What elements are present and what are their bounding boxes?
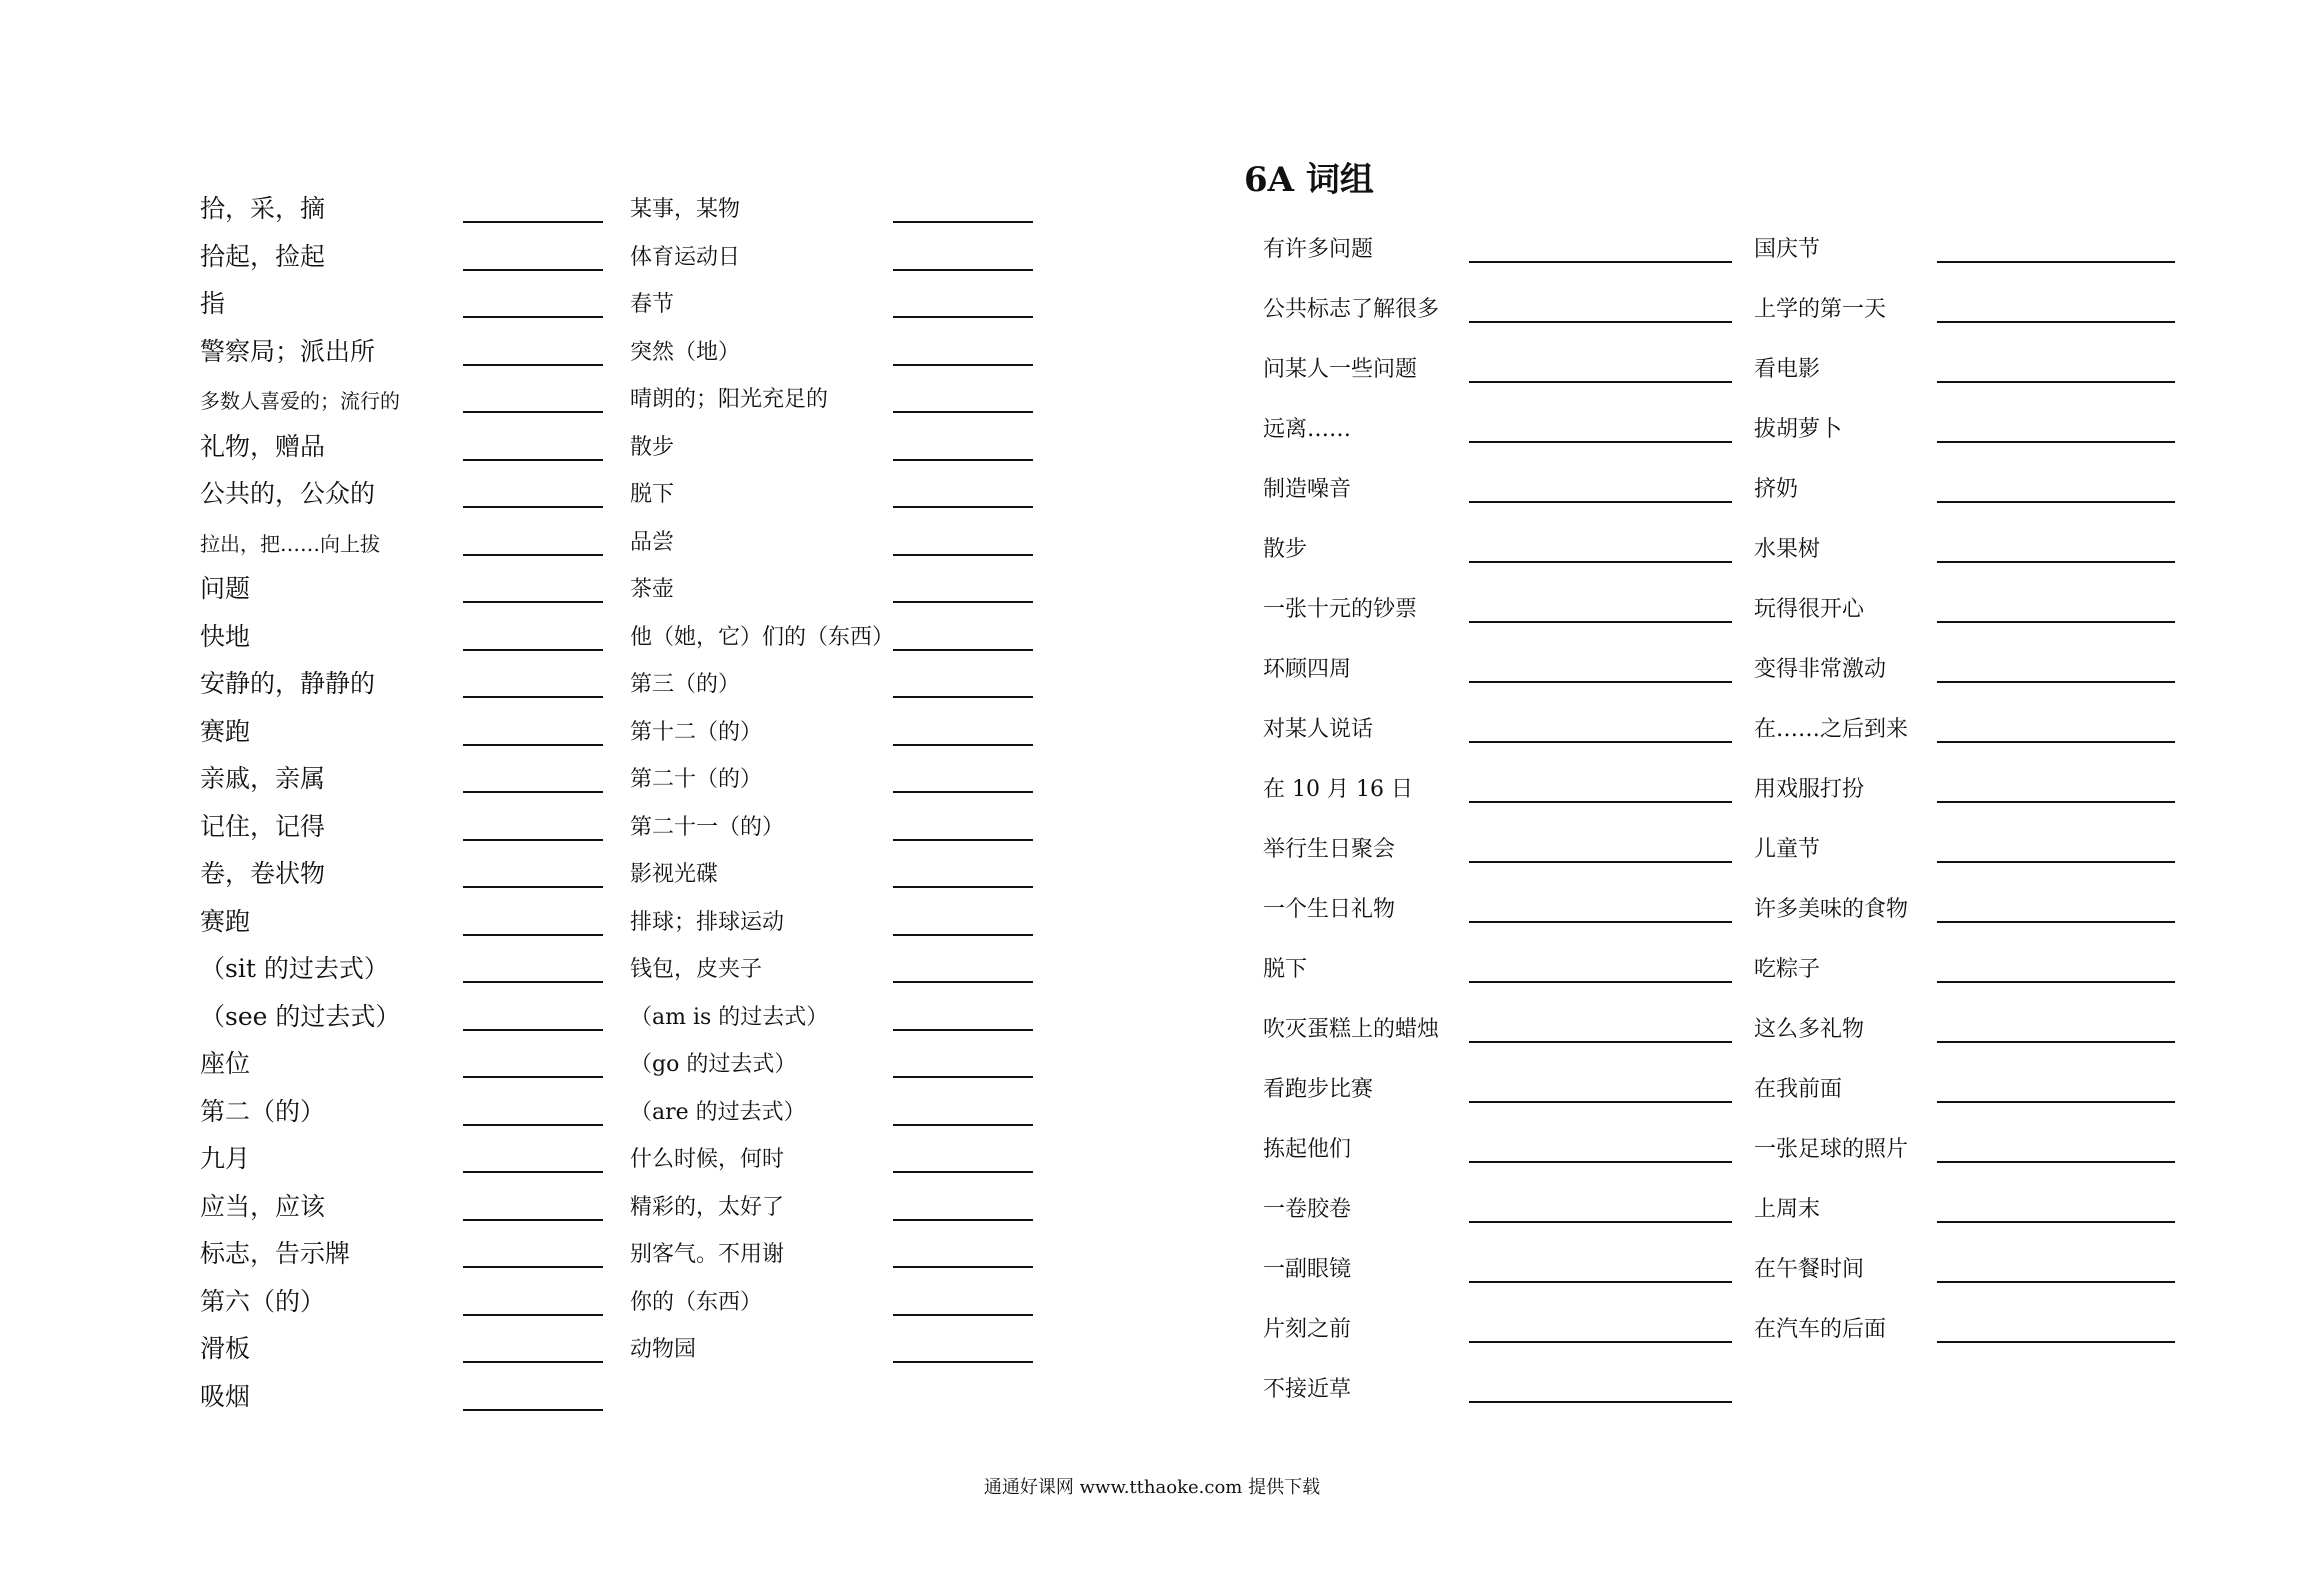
answer-blank[interactable]: [1469, 861, 1732, 863]
entry-label: 拉出，把……向上拔: [200, 531, 380, 556]
answer-blank[interactable]: [463, 744, 603, 746]
entry-row: [630, 241, 1033, 271]
entry-row: [630, 1286, 1033, 1316]
entry-label: 这么多礼物: [1754, 1017, 1865, 1042]
entry-row: [1263, 1013, 1732, 1043]
entry-label: （see 的过去式）: [200, 1001, 401, 1031]
entry-row: [1263, 1373, 1732, 1403]
entry-label: 排球；排球运动: [630, 909, 785, 935]
answer-blank[interactable]: [1937, 321, 2175, 323]
answer-blank[interactable]: [1469, 981, 1732, 983]
entry-row: [200, 763, 603, 793]
entry-row: [200, 716, 603, 746]
entry-label: 一个生日礼物: [1263, 897, 1396, 922]
answer-blank[interactable]: [1937, 981, 2175, 983]
entry-row: [1263, 893, 1732, 923]
entry-row: [200, 906, 603, 936]
answer-blank[interactable]: [1469, 1101, 1732, 1103]
answer-blank[interactable]: [1469, 261, 1732, 263]
answer-blank[interactable]: [1469, 1401, 1732, 1403]
answer-blank[interactable]: [893, 744, 1033, 746]
entry-row: [630, 383, 1033, 413]
entry-label: 影视光碟: [630, 862, 719, 887]
answer-blank[interactable]: [463, 696, 603, 698]
entry-row: [630, 526, 1033, 556]
answer-blank[interactable]: [1469, 441, 1732, 443]
answer-blank[interactable]: [1937, 741, 2175, 743]
entry-row: [200, 478, 603, 508]
entry-row: [630, 1143, 1033, 1173]
entry-row: [630, 193, 1033, 223]
answer-blank[interactable]: [1937, 1161, 2175, 1163]
answer-blank[interactable]: [893, 839, 1033, 841]
entry-row: [1263, 533, 1732, 563]
entry-label: 第二十一（的）: [630, 814, 785, 840]
entry-row: [200, 1333, 603, 1363]
entry-label: 一张十元的钞票: [1263, 597, 1418, 622]
entry-label: 远离……: [1263, 417, 1352, 442]
entry-label: 第十二（的）: [630, 719, 763, 745]
answer-blank[interactable]: [463, 649, 603, 651]
answer-blank[interactable]: [463, 886, 603, 888]
entry-label: 记住，记得: [200, 811, 326, 841]
entry-label: 玩得很开心: [1754, 597, 1865, 622]
entry-label: 滑板: [200, 1334, 251, 1363]
answer-blank[interactable]: [1469, 501, 1732, 503]
answer-blank[interactable]: [463, 1076, 603, 1078]
answer-blank[interactable]: [893, 601, 1033, 603]
entry-label: 上学的第一天: [1754, 297, 1887, 322]
answer-blank[interactable]: [893, 1219, 1033, 1221]
entry-row: [200, 383, 603, 413]
entry-label: 安静的，静静的: [200, 669, 376, 698]
entry-row: [1263, 413, 1732, 443]
entry-row: [1263, 473, 1732, 503]
entry-row: [1754, 893, 2175, 923]
entry-label: 突然（地）: [630, 339, 741, 365]
answer-blank[interactable]: [463, 316, 603, 318]
entry-row: [1263, 1073, 1732, 1103]
entry-label: 警察局；派出所: [200, 336, 376, 366]
entry-label: （are 的过去式）: [630, 1099, 806, 1125]
answer-blank[interactable]: [893, 1076, 1033, 1078]
entry-label: 散步: [630, 434, 675, 460]
answer-blank[interactable]: [893, 981, 1033, 983]
entry-row: [1754, 353, 2175, 383]
answer-blank[interactable]: [463, 934, 603, 936]
entry-row: [630, 1096, 1033, 1126]
answer-blank[interactable]: [893, 1171, 1033, 1173]
entry-label: 挤奶: [1754, 477, 1799, 502]
entry-row: [200, 1096, 603, 1126]
answer-blank[interactable]: [893, 364, 1033, 366]
entry-label: （am is 的过去式）: [630, 1004, 829, 1030]
entry-row: [1263, 833, 1732, 863]
entry-label: 第二（的）: [200, 1096, 326, 1126]
entry-label: 公共的，公众的: [200, 479, 376, 508]
entry-label: 某事，某物: [630, 197, 741, 222]
entry-label: 茶壶: [630, 577, 675, 602]
answer-blank[interactable]: [463, 554, 603, 556]
answer-blank[interactable]: [1937, 861, 2175, 863]
entry-row: [1754, 653, 2175, 683]
entry-row: [1754, 773, 2175, 803]
answer-blank[interactable]: [1469, 381, 1732, 383]
footer-text: 通通好课网 www.tthaoke.com 提供下载: [983, 1477, 1321, 1498]
entry-row: [1263, 233, 1732, 263]
entry-row: [630, 621, 1033, 651]
entry-row: [1754, 1133, 2175, 1163]
entry-label: 举行生日聚会: [1263, 837, 1396, 862]
entry-row: [630, 716, 1033, 746]
entry-row: [1263, 653, 1732, 683]
answer-blank[interactable]: [1469, 741, 1732, 743]
entry-label: 座位: [200, 1049, 251, 1078]
entry-row: [1263, 1193, 1732, 1223]
entry-row: [200, 193, 603, 223]
entry-row: [630, 288, 1033, 318]
answer-blank[interactable]: [1469, 921, 1732, 923]
answer-blank[interactable]: [1937, 1341, 2175, 1343]
answer-blank[interactable]: [1469, 321, 1732, 323]
entry-label: 公共标志了解很多: [1263, 297, 1440, 322]
entry-row: [630, 336, 1033, 366]
entry-row: [200, 1381, 603, 1411]
entry-label: 对某人说话: [1263, 717, 1374, 742]
entry-label: 别客气。不用谢: [630, 1242, 785, 1267]
entry-label: 水果树: [1754, 537, 1821, 562]
entry-label: 亲戚，亲属: [200, 764, 326, 793]
answer-blank[interactable]: [463, 601, 603, 603]
answer-blank[interactable]: [463, 1361, 603, 1363]
entry-row: [200, 811, 603, 841]
entry-row: [1754, 1013, 2175, 1043]
entry-row: [1263, 953, 1732, 983]
answer-blank[interactable]: [1937, 501, 2175, 503]
entry-label: 片刻之前: [1263, 1317, 1352, 1342]
entry-row: [1754, 1073, 2175, 1103]
entry-row: [1754, 713, 2175, 743]
entry-label: 第六（的）: [200, 1286, 326, 1316]
entry-label: 国庆节: [1754, 237, 1821, 262]
entry-row: [200, 431, 603, 461]
answer-blank[interactable]: [893, 1029, 1033, 1031]
answer-blank[interactable]: [463, 364, 603, 366]
entry-label: 在午餐时间: [1754, 1257, 1865, 1282]
entry-label: 在……之后到来: [1754, 717, 1909, 742]
answer-blank[interactable]: [1937, 801, 2175, 803]
answer-blank[interactable]: [1469, 621, 1732, 623]
entry-label: 看电影: [1754, 357, 1821, 382]
entry-label: 吸烟: [200, 1381, 251, 1411]
answer-blank[interactable]: [893, 506, 1033, 508]
entry-label: 快地: [200, 621, 251, 651]
answer-blank[interactable]: [1937, 1221, 2175, 1223]
entry-row: [200, 526, 603, 556]
answer-blank[interactable]: [893, 269, 1033, 271]
answer-blank[interactable]: [893, 886, 1033, 888]
answer-blank[interactable]: [1937, 921, 2175, 923]
entry-label: 赛跑: [200, 906, 251, 936]
entry-label: 什么时候，何时: [630, 1147, 785, 1172]
entry-label: 钱包，皮夹子: [630, 957, 763, 982]
entry-row: [200, 668, 603, 698]
entry-label: 环顾四周: [1263, 657, 1352, 682]
entry-row: [200, 1001, 603, 1031]
entry-label: 他（她，它）们的（东西）: [630, 624, 895, 650]
entry-label: 脱下: [630, 482, 675, 507]
answer-blank[interactable]: [1469, 1281, 1732, 1283]
entry-label: 多数人喜爱的；流行的: [200, 389, 400, 413]
entry-row: [1263, 1313, 1732, 1343]
entry-row: [1754, 953, 2175, 983]
entry-row: [1263, 593, 1732, 623]
answer-blank[interactable]: [893, 1314, 1033, 1316]
entry-row: [1263, 293, 1732, 323]
entry-label: 在 10 月 16 日: [1263, 777, 1413, 802]
entry-label: 晴朗的；阳光充足的: [630, 387, 829, 412]
answer-blank[interactable]: [463, 1124, 603, 1126]
answer-blank[interactable]: [893, 934, 1033, 936]
entry-row: [200, 1143, 603, 1173]
entry-row: [1754, 593, 2175, 623]
answer-blank[interactable]: [463, 1029, 603, 1031]
answer-blank[interactable]: [1937, 1041, 2175, 1043]
entry-label: 动物园: [630, 1337, 697, 1362]
entry-row: [630, 858, 1033, 888]
answer-blank[interactable]: [893, 1266, 1033, 1268]
answer-blank[interactable]: [1469, 1161, 1732, 1163]
entry-row: [630, 1191, 1033, 1221]
entry-label: 拔胡萝卜: [1754, 417, 1843, 442]
entry-row: [1754, 1313, 2175, 1343]
entry-label: 吹灭蛋糕上的蜡烛: [1263, 1017, 1440, 1042]
entry-row: [1754, 533, 2175, 563]
answer-blank[interactable]: [1937, 381, 2175, 383]
answer-blank[interactable]: [1937, 561, 2175, 563]
entry-row: [200, 573, 603, 603]
answer-blank[interactable]: [463, 839, 603, 841]
answer-blank[interactable]: [893, 554, 1033, 556]
entry-label: 品尝: [630, 529, 675, 555]
answer-blank[interactable]: [893, 459, 1033, 461]
answer-blank[interactable]: [1469, 681, 1732, 683]
entry-label: 一副眼镜: [1263, 1257, 1352, 1282]
answer-blank[interactable]: [463, 791, 603, 793]
answer-blank[interactable]: [893, 791, 1033, 793]
entry-label: 不接近草: [1263, 1377, 1352, 1402]
entry-row: [200, 1048, 603, 1078]
entry-row: [200, 621, 603, 651]
answer-blank[interactable]: [1937, 1281, 2175, 1283]
answer-blank[interactable]: [1469, 1341, 1732, 1343]
entry-label: 拣起他们: [1263, 1137, 1352, 1162]
entry-label: 卷，卷状物: [200, 859, 326, 888]
entry-label: 拾，采，摘: [200, 194, 326, 223]
entry-label: 上周末: [1754, 1197, 1821, 1222]
entry-row: [1263, 713, 1732, 743]
answer-blank[interactable]: [1937, 1101, 2175, 1103]
entry-row: [630, 763, 1033, 793]
answer-blank[interactable]: [1937, 261, 2175, 263]
entry-label: 标志，告示牌: [200, 1239, 351, 1268]
answer-blank[interactable]: [463, 1219, 603, 1221]
answer-blank[interactable]: [463, 411, 603, 413]
entry-row: [630, 906, 1033, 936]
answer-blank[interactable]: [463, 1266, 603, 1268]
answer-blank[interactable]: [463, 459, 603, 461]
entry-label: （sit 的过去式）: [200, 954, 389, 983]
entry-row: [630, 431, 1033, 461]
entry-label: 儿童节: [1754, 837, 1821, 862]
entry-label: （go 的过去式）: [630, 1052, 797, 1077]
entry-label: 变得非常激动: [1754, 657, 1887, 682]
entry-label: 应当，应该: [200, 1191, 326, 1221]
answer-blank[interactable]: [1469, 1041, 1732, 1043]
answer-blank[interactable]: [463, 506, 603, 508]
entry-row: [630, 478, 1033, 508]
entry-label: 你的（东西）: [630, 1289, 763, 1315]
entry-row: [200, 241, 603, 271]
entry-label: 礼物，赠品: [200, 431, 326, 461]
answer-blank[interactable]: [893, 696, 1033, 698]
entry-label: 春节: [630, 292, 675, 317]
entry-label: 散步: [1263, 537, 1308, 562]
entry-row: [630, 1333, 1033, 1363]
entry-label: 问题: [200, 574, 251, 603]
entry-label: 吃粽子: [1754, 957, 1821, 982]
entry-label: 一张足球的照片: [1754, 1137, 1909, 1162]
entry-row: [200, 1238, 603, 1268]
entry-row: [1263, 353, 1732, 383]
entry-label: 赛跑: [200, 716, 251, 746]
entry-label: 问某人一些问题: [1263, 357, 1418, 382]
answer-blank[interactable]: [893, 221, 1033, 223]
entry-label: 在汽车的后面: [1754, 1317, 1887, 1342]
entry-row: [630, 953, 1033, 983]
answer-blank[interactable]: [1937, 621, 2175, 623]
entry-label: 许多美味的食物: [1754, 897, 1909, 922]
entry-row: [1263, 1253, 1732, 1283]
phrases-title: 6A 词组: [1244, 160, 1374, 200]
entry-row: [1754, 473, 2175, 503]
entry-label: 制造噪音: [1263, 477, 1352, 502]
entry-row: [1754, 1193, 2175, 1223]
answer-blank[interactable]: [893, 649, 1033, 651]
answer-blank[interactable]: [893, 1124, 1033, 1126]
answer-blank[interactable]: [893, 316, 1033, 318]
answer-blank[interactable]: [463, 1409, 603, 1411]
entry-row: [1263, 773, 1732, 803]
answer-blank[interactable]: [1937, 681, 2175, 683]
entry-label: 有许多问题: [1263, 237, 1374, 262]
answer-blank[interactable]: [463, 269, 603, 271]
entry-row: [1754, 413, 2175, 443]
entry-label: 看跑步比赛: [1263, 1077, 1374, 1102]
entry-row: [200, 1191, 603, 1221]
answer-blank[interactable]: [1469, 1221, 1732, 1223]
entry-row: [630, 1238, 1033, 1268]
entry-label: 体育运动日: [630, 244, 741, 270]
entry-row: [200, 336, 603, 366]
entry-row: [630, 668, 1033, 698]
entry-row: [1263, 1133, 1732, 1163]
entry-row: [1754, 1253, 2175, 1283]
answer-blank[interactable]: [463, 1171, 603, 1173]
entry-row: [200, 953, 603, 983]
entry-label: 指: [200, 289, 226, 318]
answer-blank[interactable]: [893, 1361, 1033, 1363]
entry-label: 一卷胶卷: [1263, 1197, 1352, 1222]
answer-blank[interactable]: [463, 221, 603, 223]
entry-row: [630, 1001, 1033, 1031]
answer-blank[interactable]: [463, 1314, 603, 1316]
entry-row: [1754, 233, 2175, 263]
answer-blank[interactable]: [1469, 561, 1732, 563]
entry-row: [1754, 293, 2175, 323]
entry-label: 脱下: [1263, 957, 1308, 982]
entry-label: 用戏服打扮: [1754, 777, 1865, 802]
entry-row: [630, 573, 1033, 603]
entry-label: 精彩的，太好了: [630, 1194, 785, 1220]
entry-label: 第三（的）: [630, 672, 741, 697]
entry-row: [200, 1286, 603, 1316]
entry-row: [200, 288, 603, 318]
entry-row: [200, 858, 603, 888]
answer-blank[interactable]: [1937, 441, 2175, 443]
entry-label: 第二十（的）: [630, 767, 763, 792]
answer-blank[interactable]: [893, 411, 1033, 413]
entry-label: 在我前面: [1754, 1077, 1843, 1102]
answer-blank[interactable]: [463, 981, 603, 983]
entry-row: [630, 811, 1033, 841]
entry-label: 拾起，捡起: [200, 241, 326, 271]
entry-row: [630, 1048, 1033, 1078]
entry-label: 九月: [200, 1144, 251, 1173]
answer-blank[interactable]: [1469, 801, 1732, 803]
entry-row: [1754, 833, 2175, 863]
